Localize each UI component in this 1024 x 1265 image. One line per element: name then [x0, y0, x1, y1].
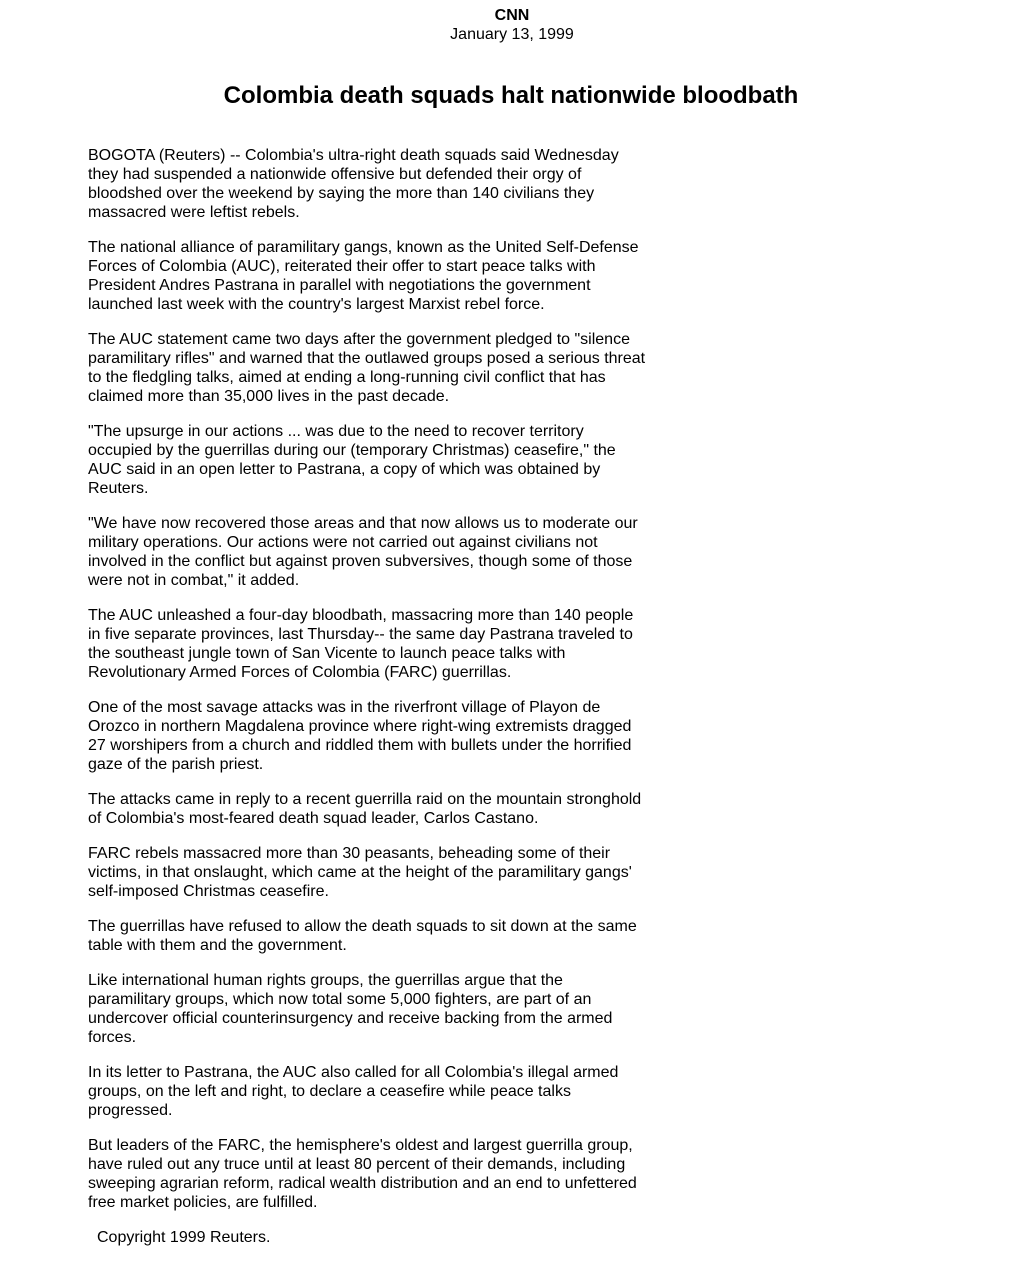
article-paragraph: The attacks came in reply to a recent guerrilla raid on the mountain stronghold of Colombia's most-feared death squad leader, Carlos Castano.: [88, 791, 642, 827]
article-body: [88, 146, 648, 1228]
article-paragraph: "We have now recovered those areas and that now allows us to moderate our military operations. Our actions were not carried out against civilians not involved in the conflict but against proven subversives, though some of those were not in combat," it added.: [88, 515, 638, 589]
article-paragraph: FARC rebels massacred more than 30 peasants, beheading some of their victims, in that onslaught, which came at the height of the paramilitary gangs' self-imposed Christmas ceasefire.: [88, 845, 632, 900]
article-paragraph: In its letter to Pastrana, the AUC also called for all Colombia's illegal armed groups, on the left and right, to declare a ceasefire while peace talks progressed.: [88, 1064, 619, 1119]
article-paragraph: The national alliance of paramilitary gangs, known as the United Self-Defense Forces of Colombia (AUC), reiterated their offer to start peace talks with President Andres Pastrana in parallel with negotiations the government launched last week with the country's largest Marxist rebel force.: [88, 239, 639, 313]
copyright-notice: Copyright 1999 Reuters.: [97, 1229, 271, 1246]
article-paragraph: "The upsurge in our actions ... was due to the need to recover territory occupied by the guerrillas during our (temporary Christmas) ceasefire," the AUC said in an open letter to Pastrana, a copy of which was obtained by Reuters.: [88, 423, 616, 497]
article-paragraph: The AUC statement came two days after the government pledged to "silence paramilitary rifles" and warned that the outlawed groups posed a serious threat to the fledgling talks, aimed at ending a long-running civil conflict that has claimed more than 35,000 lives in the past decade.: [88, 331, 646, 405]
publication-date: January 13, 1999: [450, 26, 574, 43]
article-paragraph: BOGOTA (Reuters) -- Colombia's ultra-right death squads said Wednesday they had suspended a nationwide offensive but defended their orgy of bloodshed over the weekend by saying the more than 140 civilians they massacred were leftist rebels.: [88, 147, 619, 221]
article-paragraph: One of the most savage attacks was in the riverfront village of Playon de Orozco in northern Magdalena province where right-wing extremists dragged 27 worshipers from a church and riddled them with bullets under the horrified gaze of the parish priest.: [88, 699, 632, 773]
article-paragraph: The guerrillas have refused to allow the death squads to sit down at the same table with them and the government.: [88, 918, 637, 954]
article-paragraph: But leaders of the FARC, the hemisphere's oldest and largest guerrilla group, have ruled out any truce until at least 80 percent of their demands, including sweeping agrarian reform, radical wealth distribution and an end to unfettered free market policies, are fulfilled.: [88, 1137, 637, 1211]
source-name: CNN: [494, 7, 530, 24]
article-headline: Colombia death squads halt nationwide bloodbath: [223, 82, 799, 109]
article-paragraph: Like international human rights groups, the guerrillas argue that the paramilitary groups, which now total some 5,000 fighters, are part of an undercover official counterinsurgency and receive backing from the armed forces.: [88, 972, 613, 1046]
article-paragraph: The AUC unleashed a four-day bloodbath, massacring more than 140 people in five separate provinces, last Thursday-- the same day Pastrana traveled to the southeast jungle town of San Vicente to launch peace talks with Revolutionary Armed Forces of Colombia (FARC) guerrillas.: [88, 607, 634, 681]
